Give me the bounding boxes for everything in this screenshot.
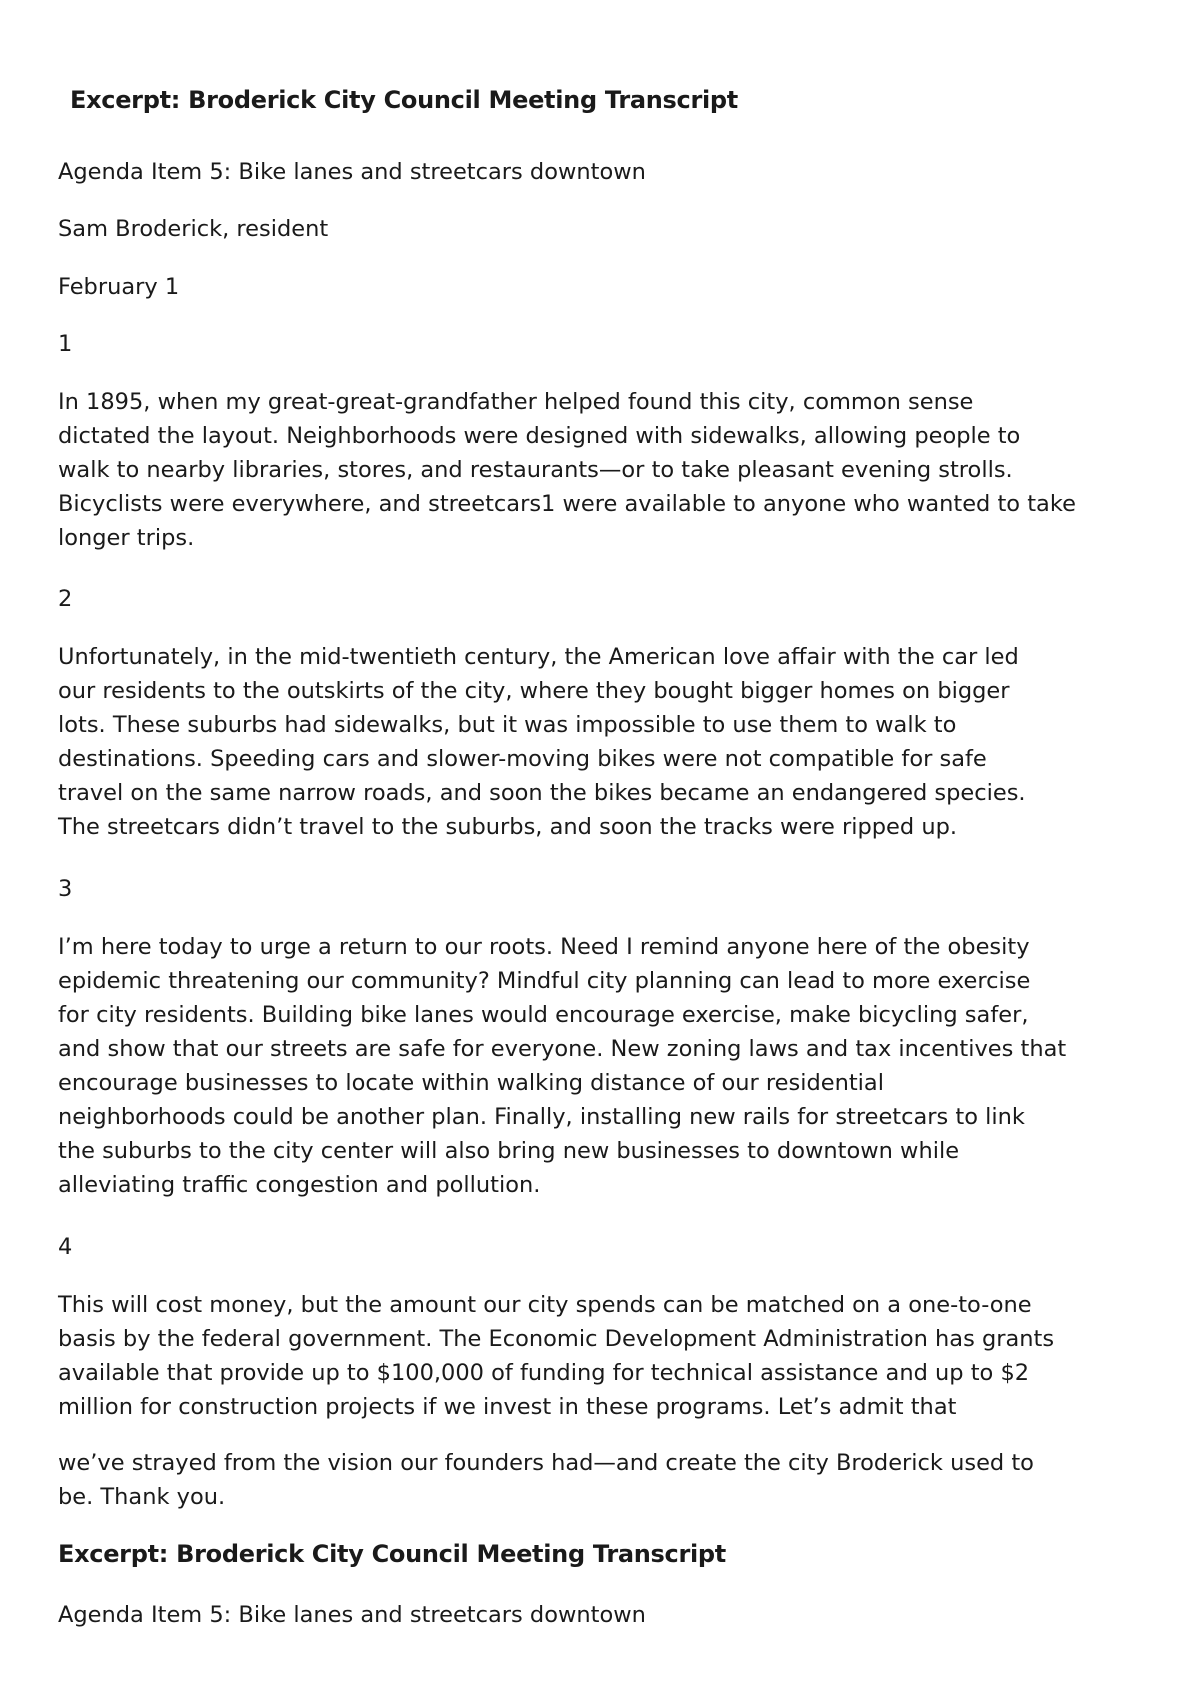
speaker-name: Sam Broderick, resident bbox=[58, 216, 329, 242]
paragraph-number-3: 3 bbox=[58, 876, 73, 902]
paragraph-3 bbox=[58, 930, 1148, 1202]
paragraph-number-1: 1 bbox=[58, 331, 73, 357]
paragraph-line: alleviating traffic congestion and pollution. bbox=[58, 1172, 541, 1198]
paragraph-line: encourage businesses to locate within walking distance of our residential bbox=[58, 1070, 884, 1096]
paragraph-1 bbox=[58, 385, 1148, 555]
paragraph-line: The streetcars didn’t travel to the suburbs, and soon the tracks were ripped up. bbox=[58, 814, 958, 840]
paragraph-line: our residents to the outskirts of the city, where they bought bigger homes on bigger bbox=[58, 678, 1010, 704]
paragraph-line: available that provide up to $100,000 of funding for technical assistance and up to $2 bbox=[58, 1360, 1030, 1386]
paragraph-line: for city residents. Building bike lanes would encourage exercise, make bicycling safer, bbox=[58, 1002, 1029, 1028]
paragraph-line: I’m here today to urge a return to our roots. Need I remind anyone here of the obesity bbox=[58, 934, 1030, 960]
paragraph-line: and show that our streets are safe for everyone. New zoning laws and tax incentives that bbox=[58, 1036, 1067, 1062]
paragraph-line: This will cost money, but the amount our city spends can be matched on a one-to-one bbox=[58, 1292, 1032, 1318]
paragraph-line: the suburbs to the city center will also bring new businesses to downtown while bbox=[58, 1138, 960, 1164]
paragraph-line: In 1895, when my great-great-grandfather helped found this city, common sense bbox=[58, 389, 974, 415]
paragraph-line: neighborhoods could be another plan. Finally, installing new rails for streetcars to link bbox=[58, 1104, 1025, 1130]
agenda-item: Agenda Item 5: Bike lanes and streetcars downtown bbox=[58, 159, 646, 185]
paragraph-line: travel on the same narrow roads, and soon the bikes became an endangered species. bbox=[58, 780, 1026, 806]
closing-paragraph bbox=[58, 1446, 1148, 1514]
repeat-agenda-item: Agenda Item 5: Bike lanes and streetcars downtown bbox=[58, 1602, 646, 1628]
paragraph-line: basis by the federal government. The Economic Development Administration has grants bbox=[58, 1326, 1055, 1352]
paragraph-line: longer trips. bbox=[58, 525, 195, 551]
paragraph-line: we’ve strayed from the vision our founders had—and create the city Broderick used to bbox=[58, 1450, 1034, 1476]
meeting-date: February 1 bbox=[58, 274, 180, 300]
paragraph-line: epidemic threatening our community? Mindful city planning can lead to more exercise bbox=[58, 968, 1031, 994]
paragraph-4 bbox=[58, 1288, 1148, 1424]
repeat-document-title: Excerpt: Broderick City Council Meeting Transcript bbox=[58, 1540, 726, 1568]
paragraph-line: dictated the layout. Neighborhoods were designed with sidewalks, allowing people to bbox=[58, 423, 1021, 449]
paragraph-line: million for construction projects if we invest in these programs. Let’s admit that bbox=[58, 1394, 957, 1420]
paragraph-line: Unfortunately, in the mid-twentieth century, the American love affair with the car led bbox=[58, 644, 1019, 670]
paragraph-line: be. Thank you. bbox=[58, 1484, 226, 1510]
document-title: Excerpt: Broderick City Council Meeting Transcript bbox=[70, 86, 738, 114]
paragraph-line: lots. These suburbs had sidewalks, but it was impossible to use them to walk to bbox=[58, 712, 957, 738]
paragraph-number-4: 4 bbox=[58, 1234, 73, 1260]
paragraph-number-2: 2 bbox=[58, 586, 73, 612]
paragraph-2 bbox=[58, 640, 1148, 844]
paragraph-line: destinations. Speeding cars and slower-moving bikes were not compatible for safe bbox=[58, 746, 987, 772]
paragraph-line: walk to nearby libraries, stores, and restaurants—or to take pleasant evening strolls. bbox=[58, 457, 1013, 483]
paragraph-line: Bicyclists were everywhere, and streetcars1 were available to anyone who wanted to take bbox=[58, 491, 1076, 517]
